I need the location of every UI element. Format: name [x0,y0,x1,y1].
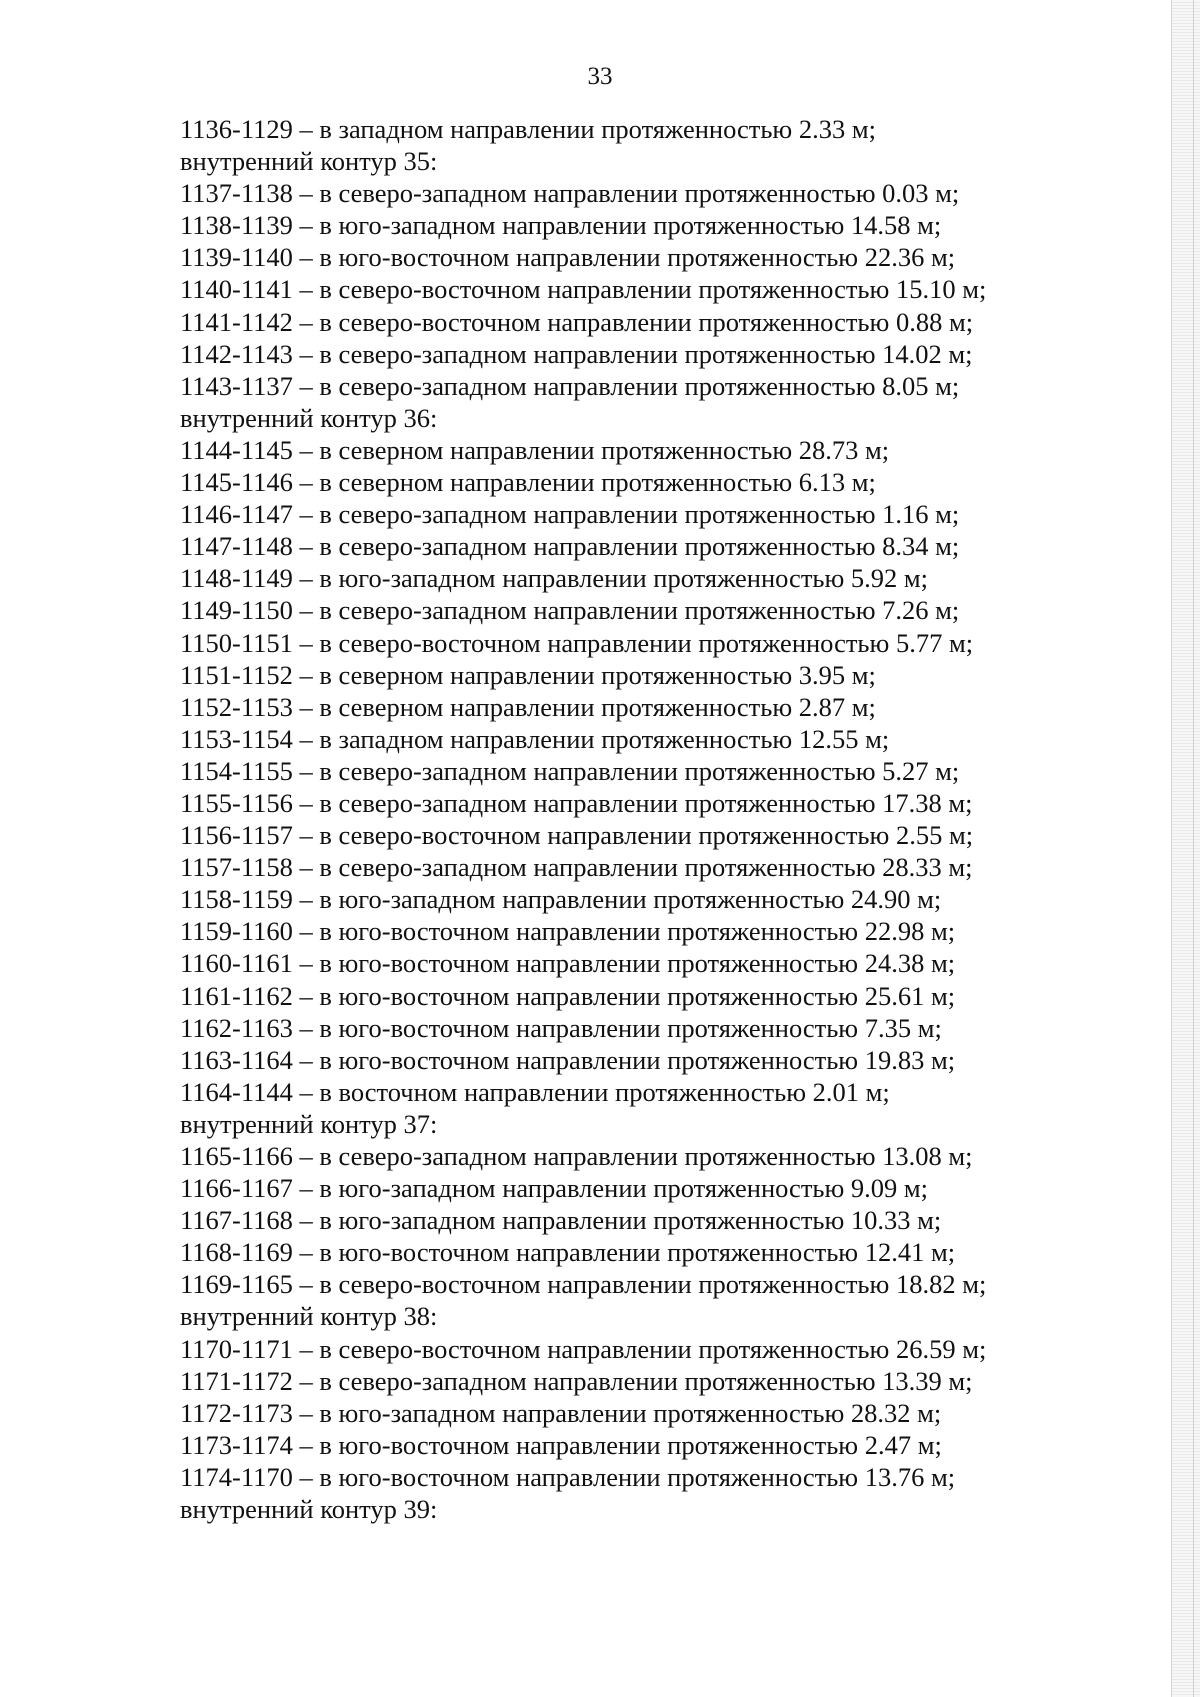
segment-line: 1142-1143 – в северо-западном направлении протяженностью 14.02 м; [180,338,973,369]
segment-line: 1140-1141 – в северо-восточном направлении протяженностью 15.10 м; [180,274,987,305]
segment-line: 1151-1152 – в северном направлении протяженностью 3.95 м; [180,659,876,690]
segment-line: 1164-1144 – в восточном направлении протяженностью 2.01 м; [180,1076,890,1107]
contour-heading: внутренний контур 39: [180,1494,438,1525]
contour-heading: внутренний контур 36: [180,402,438,433]
segment-line: 1170-1171 – в северо-восточном направлении протяженностью 26.59 м; [180,1333,987,1364]
scan-edge-line [1193,0,1194,1697]
segment-line: 1165-1166 – в северо-западном направлении протяженностью 13.08 м; [180,1141,973,1171]
segment-line: 1141-1142 – в северо-восточном направлении протяженностью 0.88 м; [180,306,974,337]
segment-line: 1163-1164 – в юго-восточном направлении протяженностью 19.83 м; [180,1044,956,1075]
page-number: 33 [587,63,613,90]
segment-line: 1136-1129 – в западном направлении протяженностью 2.33 м; [180,114,876,144]
segment-line: 1152-1153 – в северном направлении протяженностью 2.87 м; [180,691,876,722]
segment-line: 1143-1137 – в северо-западном направлении протяженностью 8.05 м; [180,370,960,401]
segment-line: 1159-1160 – в юго-восточном направлении протяженностью 22.98 м; [180,916,956,947]
segment-line: 1155-1156 – в северо-западном направлении протяженностью 17.38 м; [180,787,973,818]
scan-edge-strip [1171,0,1200,1697]
segment-line: 1148-1149 – в юго-западном направлении протяженностью 5.92 м; [180,563,929,594]
segment-line: 1138-1139 – в юго-западном направлении протяженностью 14.58 м; [180,210,942,241]
segment-line: 1139-1140 – в юго-восточном направлении протяженностью 22.36 м; [180,242,956,273]
segment-line: 1145-1146 – в северном направлении протяженностью 6.13 м; [180,467,876,498]
contour-heading: внутренний контур 38: [180,1301,438,1332]
segment-line: 1166-1167 – в юго-западном направлении протяженностью 9.09 м; [180,1173,929,1204]
segment-line: 1150-1151 – в северо-восточном направлении протяженностью 5.77 м; [180,627,974,658]
segment-line: 1161-1162 – в юго-восточном направлении протяженностью 25.61 м; [180,980,956,1011]
segment-line: 1162-1163 – в юго-восточном направлении протяженностью 7.35 м; [180,1012,942,1043]
segment-line: 1174-1170 – в юго-восточном направлении протяженностью 13.76 м; [180,1461,956,1492]
segment-line: 1144-1145 – в северном направлении протяженностью 28.73 м; [180,434,890,465]
segment-line: 1157-1158 – в северо-западном направлении протяженностью 28.33 м; [180,852,973,883]
segment-line: 1168-1169 – в юго-восточном направлении протяженностью 12.41 м; [180,1237,956,1268]
segment-line: 1167-1168 – в юго-западном направлении протяженностью 10.33 м; [180,1205,942,1236]
segment-line: 1146-1147 – в северо-западном направлении протяженностью 1.16 м; [180,499,960,530]
segment-line: 1149-1150 – в северо-западном направлении протяженностью 7.26 м; [180,595,960,626]
segment-line: 1172-1173 – в юго-западном направлении протяженностью 28.32 м; [180,1397,942,1428]
segment-line: 1137-1138 – в северо-западном направлении протяженностью 0.03 м; [180,178,960,209]
segment-line: 1160-1161 – в юго-восточном направлении протяженностью 24.38 м; [180,948,956,979]
segment-line: 1153-1154 – в западном направлении протяженностью 12.55 м; [180,723,890,754]
segment-line: 1173-1174 – в юго-восточном направлении протяженностью 2.47 м; [180,1429,942,1460]
document-body [180,113,1080,1525]
segment-line: 1171-1172 – в северо-западном направлении протяженностью 13.39 м; [180,1365,973,1396]
contour-heading: внутренний контур 37: [180,1108,438,1139]
segment-line: 1158-1159 – в юго-западном направлении протяженностью 24.90 м; [180,884,942,915]
segment-line: 1169-1165 – в северо-восточном направлении протяженностью 18.82 м; [180,1269,987,1300]
segment-line: 1156-1157 – в северо-восточном направлении протяженностью 2.55 м; [180,820,974,851]
segment-line: 1147-1148 – в северо-западном направлении протяженностью 8.34 м; [180,531,960,562]
contour-heading: внутренний контур 35: [180,146,438,177]
segment-line: 1154-1155 – в северо-западном направлении протяженностью 5.27 м; [180,755,960,786]
